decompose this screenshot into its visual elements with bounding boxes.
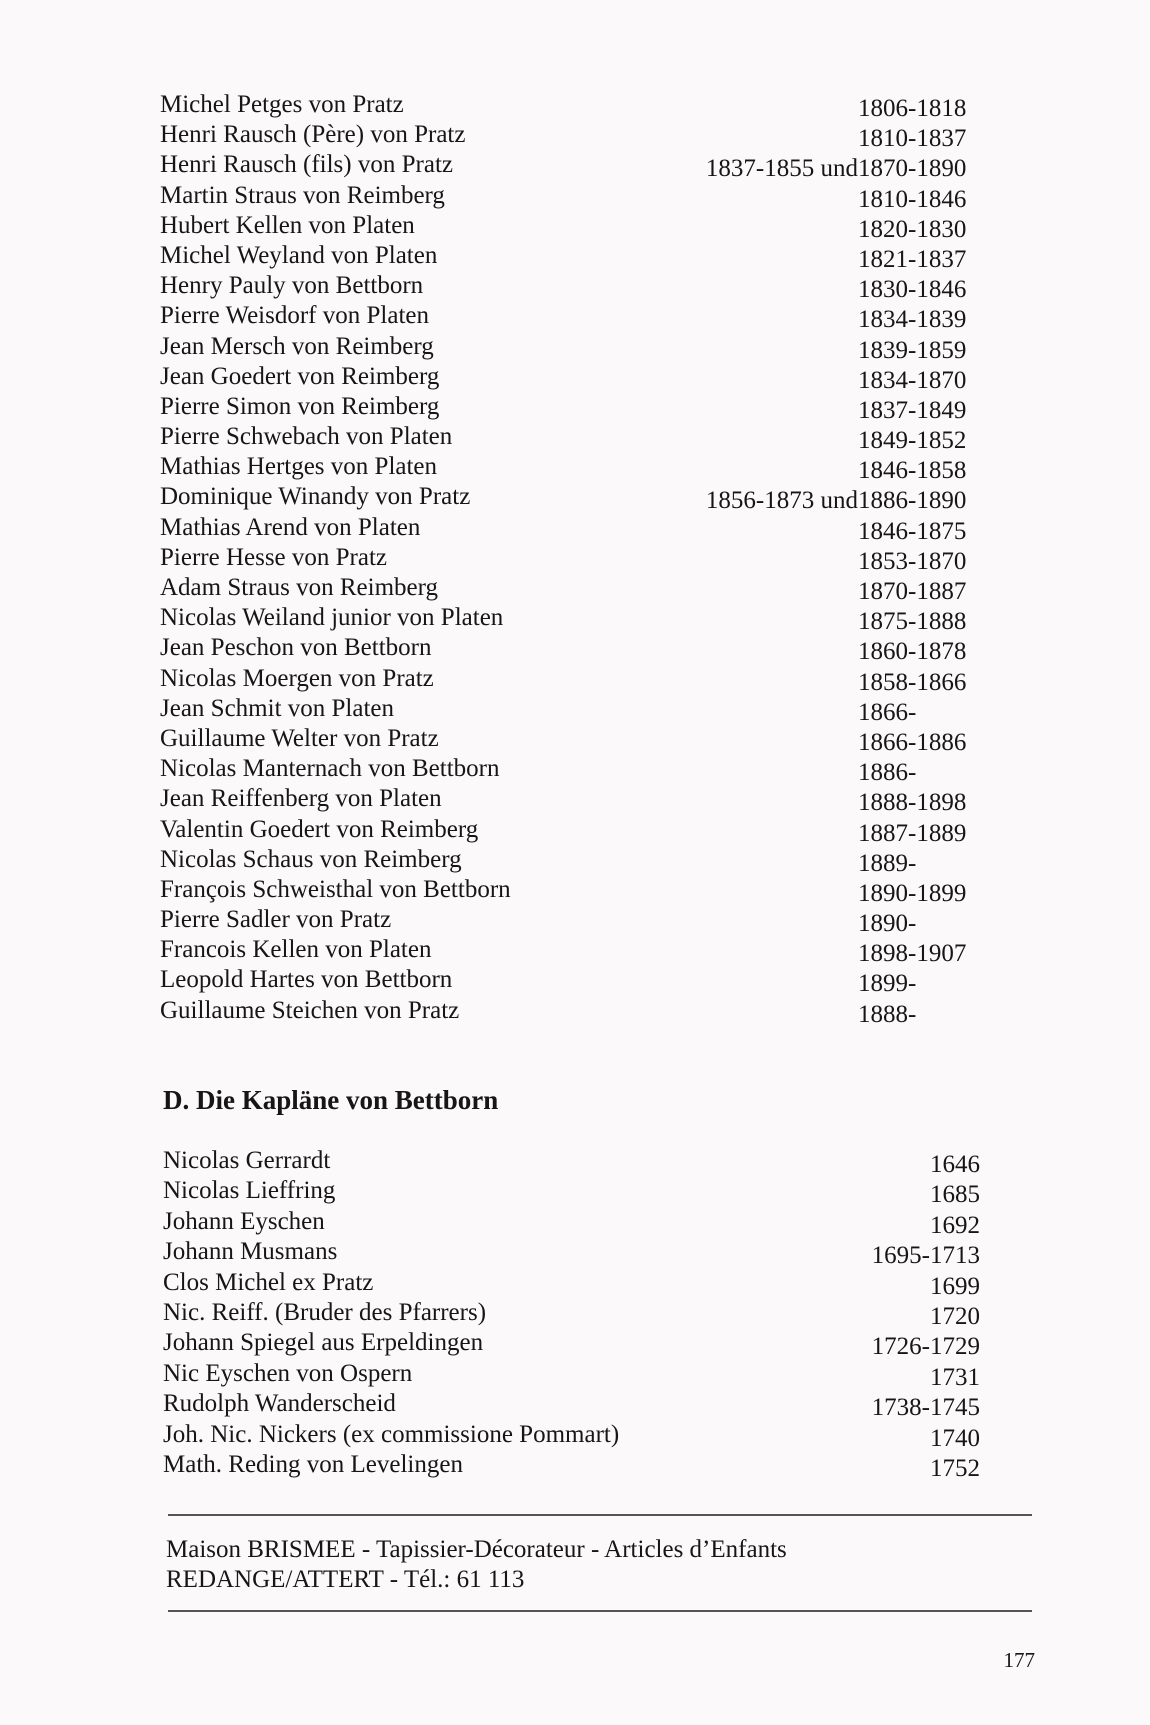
list-item	[163, 1146, 980, 1176]
entry-name: Nicolas Gerrardt	[163, 1147, 331, 1174]
section-d-list	[163, 1146, 980, 1480]
entry-dates: 1806-1818	[858, 95, 967, 122]
list-item	[160, 543, 980, 573]
entry-name: Martin Straus von Reimberg	[160, 181, 445, 209]
entry-dates: 1899-	[858, 970, 917, 998]
section-heading: D. Die Kapläne von Bettborn	[163, 1085, 499, 1115]
entry-name: Jean Schmit von Platen	[160, 694, 394, 722]
entry-name: Adam Straus von Reimberg	[160, 574, 438, 601]
entry-dates-prefix: 1856-1873 und	[705, 487, 858, 515]
list-item	[160, 120, 980, 153]
list-item	[160, 271, 980, 304]
entry-dates: 1875-1888	[858, 608, 967, 636]
entry-dates: 1699	[930, 1272, 980, 1300]
entry-dates: 1692	[930, 1211, 980, 1239]
list-item	[163, 1389, 980, 1422]
entry-name: Pierre Schwebach von Platen	[160, 423, 453, 451]
entry-dates: 1889-	[858, 849, 917, 877]
list-item	[163, 1268, 980, 1298]
list-item	[160, 90, 980, 120]
list-item	[160, 573, 980, 603]
entry-name: Henry Pauly von Bettborn	[160, 272, 424, 300]
entry-dates: 1830-1846	[858, 276, 967, 304]
list-item	[160, 664, 980, 694]
entry-dates: 1860-1878	[858, 638, 967, 666]
entry-name: Pierre Weisdorf von Platen	[160, 302, 429, 330]
entry-name: Francois Kellen von Platen	[160, 936, 432, 964]
entry-dates: 1890-1899	[858, 879, 967, 907]
entry-dates: 1731	[930, 1363, 980, 1391]
entry-name: Nicolas Lieffring	[163, 1177, 336, 1205]
list-item	[160, 211, 980, 241]
entry-dates: 1810-1846	[858, 185, 967, 213]
entry-dates: 1738-1745	[871, 1394, 980, 1422]
list-item	[160, 724, 980, 754]
entry-dates: 1834-1839	[858, 306, 967, 334]
entry-name: Pierre Sadler von Pratz	[160, 906, 392, 934]
list-item	[160, 965, 980, 998]
entry-name: Joh. Nic. Nickers (ex commissione Pommart)	[163, 1420, 620, 1448]
entry-dates: 1898-1907	[858, 940, 967, 968]
entry-name: Mathias Hertges von Platen	[160, 453, 438, 481]
entry-dates: 1810-1837	[858, 125, 967, 153]
entry-dates: 1866-1886	[858, 728, 967, 756]
entry-name: François Schweisthal von Bettborn	[160, 875, 511, 903]
list-item	[160, 392, 980, 422]
advertisement	[166, 1535, 787, 1595]
entry-name: Mathias Arend von Platen	[160, 513, 421, 541]
list-item	[160, 996, 980, 1026]
list-item	[160, 815, 980, 845]
entry-dates: 1849-1852	[858, 427, 967, 455]
ad-line-1: Maison BRISMEE - Tapissier-Décorateur - Articles d’Enfants	[166, 1536, 787, 1563]
entry-name: Jean Goedert von Reimberg	[160, 362, 440, 390]
entry-dates-prefix: 1837-1855 und	[705, 155, 858, 183]
list-item	[160, 935, 980, 968]
list-item	[160, 181, 980, 211]
divider	[168, 1514, 1032, 1516]
entry-name: Jean Peschon von Bettborn	[160, 634, 432, 662]
entry-name: Nicolas Moergen von Pratz	[160, 664, 434, 692]
entry-dates: 1888-1898	[858, 789, 967, 817]
entry-dates: 1752	[930, 1454, 980, 1482]
list-item	[160, 754, 980, 787]
divider	[168, 1610, 1032, 1612]
entry-dates: 1890-	[858, 910, 917, 938]
entry-name: Henri Rausch (Père) von Pratz	[160, 121, 466, 149]
list-item	[160, 784, 980, 817]
entry-name: Pierre Hesse von Pratz	[160, 543, 388, 571]
entry-name: Rudolph Wanderscheid	[163, 1390, 396, 1418]
list-item	[163, 1420, 980, 1450]
entry-dates: 1720	[930, 1302, 980, 1330]
entry-dates: 1821-1837	[858, 245, 967, 273]
entry-dates: 1888-	[858, 1000, 917, 1028]
entry-dates: 1870-1887	[858, 578, 967, 605]
list-item	[160, 482, 980, 515]
entry-name: Dominique Winandy von Pratz	[160, 483, 471, 511]
entry-name: Jean Reiffenberg von Platen	[160, 785, 442, 813]
list-item	[160, 301, 980, 334]
entry-dates: 1846-1858	[858, 457, 967, 485]
entry-name: Guillaume Welter von Pratz	[160, 724, 439, 752]
entry-name: Valentin Goedert von Reimberg	[160, 815, 479, 843]
section-c-list	[160, 90, 980, 1026]
list-item	[160, 452, 980, 485]
entry-name: Guillaume Steichen von Pratz	[160, 996, 460, 1024]
list-item	[163, 1237, 980, 1270]
list-item	[163, 1328, 980, 1361]
list-item	[163, 1176, 980, 1209]
entry-name: Nic Eyschen von Ospern	[163, 1359, 413, 1387]
entry-dates: 1886-	[858, 759, 917, 787]
entry-name: Math. Reding von Levelingen	[163, 1450, 463, 1478]
entry-dates: 1858-1866	[858, 668, 967, 696]
entry-name: Hubert Kellen von Platen	[160, 211, 415, 239]
list-item	[160, 905, 980, 938]
entry-name: Nicolas Schaus von Reimberg	[160, 845, 462, 873]
list-item	[160, 845, 980, 875]
entry-dates: 1887-1889	[858, 819, 967, 847]
entry-name: Michel Weyland von Platen	[160, 241, 438, 269]
list-item	[160, 694, 980, 724]
list-item	[163, 1359, 980, 1389]
entry-name: Johann Spiegel aus Erpeldingen	[163, 1329, 484, 1357]
list-item	[160, 150, 980, 183]
list-item	[160, 513, 980, 543]
entry-name: Michel Petges von Pratz	[160, 91, 404, 118]
ad-line-2: REDANGE/ATTERT - Tél.: 61 113	[166, 1566, 525, 1593]
entry-dates: 1870-1890	[858, 155, 967, 183]
entry-dates: 1886-1890	[858, 487, 967, 515]
entry-name: Leopold Hartes von Bettborn	[160, 966, 453, 994]
entry-dates: 1685	[930, 1181, 980, 1209]
entry-dates: 1726-1729	[871, 1333, 980, 1361]
list-item	[160, 603, 980, 636]
entry-dates: 1839-1859	[858, 336, 967, 364]
entry-dates: 1853-1870	[858, 547, 967, 575]
list-item	[160, 362, 980, 392]
list-item	[160, 633, 980, 666]
entry-name: Clos Michel ex Pratz	[163, 1268, 374, 1296]
entry-name: Jean Mersch von Reimberg	[160, 332, 434, 360]
entry-dates: 1866-	[858, 698, 917, 726]
entry-name: Nic. Reiff. (Bruder des Pfarrers)	[163, 1298, 487, 1326]
entry-dates: 1837-1849	[858, 396, 967, 424]
entry-name: Johann Eyschen	[163, 1207, 325, 1235]
entry-dates: 1820-1830	[858, 215, 967, 243]
entry-name: Nicolas Weiland junior von Platen	[160, 604, 504, 632]
entry-dates: 1646	[930, 1151, 980, 1178]
entry-name: Pierre Simon von Reimberg	[160, 392, 440, 420]
entry-name: Nicolas Manternach von Bettborn	[160, 755, 500, 783]
list-item	[160, 241, 980, 271]
entry-dates: 1846-1875	[858, 517, 967, 545]
list-item	[163, 1207, 980, 1237]
list-item	[160, 332, 980, 362]
page-number: 177	[1003, 1648, 1035, 1672]
entry-dates: 1740	[930, 1424, 980, 1452]
entry-dates: 1695-1713	[871, 1242, 980, 1270]
entry-name: Henri Rausch (fils) von Pratz	[160, 151, 453, 179]
list-item	[160, 422, 980, 455]
list-item	[163, 1450, 980, 1480]
entry-name: Johann Musmans	[163, 1238, 338, 1266]
list-item	[163, 1298, 980, 1328]
list-item	[160, 875, 980, 905]
entry-dates: 1834-1870	[858, 366, 967, 394]
